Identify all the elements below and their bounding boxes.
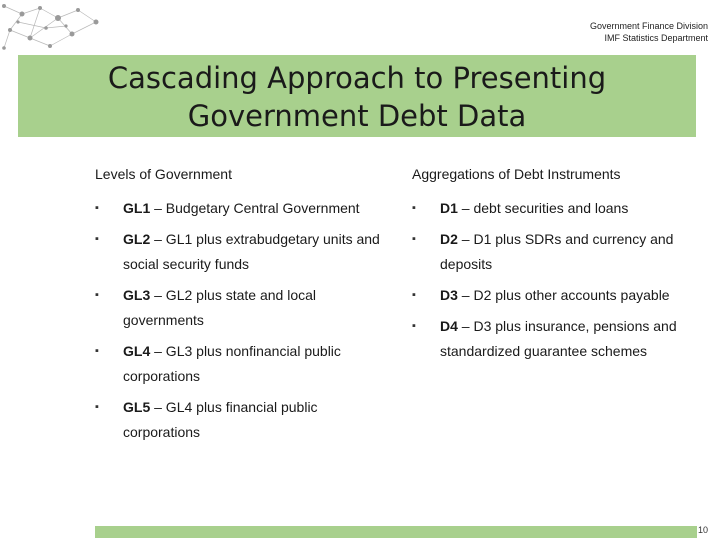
item-code: GL5: [123, 399, 151, 415]
list-item: [412, 283, 694, 308]
item-text: – Budgetary Central Government: [150, 200, 360, 216]
footer-bar: [95, 526, 697, 538]
bullet-icon: ▪: [412, 233, 416, 245]
item-code: GL1: [123, 200, 151, 216]
levels-heading: Levels of Government: [95, 166, 232, 182]
slide-title-line2: Government Debt Data: [187, 99, 527, 133]
item-code: GL3: [123, 287, 151, 303]
item-text: – D1 plus SDRs and currency and deposits: [440, 231, 674, 272]
item-code: D3: [440, 287, 458, 303]
title-band: [18, 55, 696, 137]
bullet-icon: ▪: [412, 202, 416, 214]
bullet-icon: ▪: [95, 202, 99, 214]
levels-list: [95, 196, 395, 445]
item-code: D4: [440, 318, 458, 334]
instruments-heading: Aggregations of Debt Instruments: [412, 166, 621, 182]
bullet-icon: ▪: [95, 401, 99, 413]
list-item: [95, 339, 395, 389]
list-item: [412, 196, 694, 221]
list-item: [95, 196, 395, 221]
item-text: – GL3 plus nonfinancial public corporations: [123, 343, 341, 384]
list-item: [95, 283, 395, 333]
item-code: D2: [440, 231, 458, 247]
list-item: [412, 227, 694, 277]
bullet-icon: ▪: [95, 233, 99, 245]
item-code: GL4: [123, 343, 151, 359]
item-code: GL2: [123, 231, 151, 247]
bullet-icon: ▪: [412, 320, 416, 332]
page-number: 10: [697, 525, 708, 535]
item-text: – debt securities and loans: [457, 200, 629, 216]
bullet-icon: ▪: [95, 345, 99, 357]
bullet-icon: ▪: [412, 289, 416, 301]
slide-title-line1: Cascading Approach to Presenting: [107, 61, 607, 95]
item-text: – GL2 plus state and local governments: [123, 287, 317, 328]
header-org-line2: IMF Statistics Department: [604, 33, 708, 43]
item-text: – GL1 plus extrabudgetary units and social security funds: [123, 231, 380, 272]
levels-of-government-column: [95, 166, 395, 451]
network-logo: [0, 0, 108, 56]
debt-instruments-column: [412, 166, 694, 370]
item-text: – D2 plus other accounts payable: [457, 287, 670, 303]
header-organization: [590, 20, 708, 44]
header-org-line1: Government Finance Division: [589, 21, 708, 31]
instruments-list: [412, 196, 694, 364]
bullet-icon: ▪: [95, 289, 99, 301]
list-item: [412, 314, 694, 364]
item-code: D1: [440, 200, 458, 216]
slide-title: [58, 59, 656, 135]
list-item: [95, 227, 395, 277]
list-item: [95, 395, 395, 445]
item-text: – GL4 plus financial public corporations: [123, 399, 318, 440]
item-text: – D3 plus insurance, pensions and standardized guarantee schemes: [440, 318, 677, 359]
